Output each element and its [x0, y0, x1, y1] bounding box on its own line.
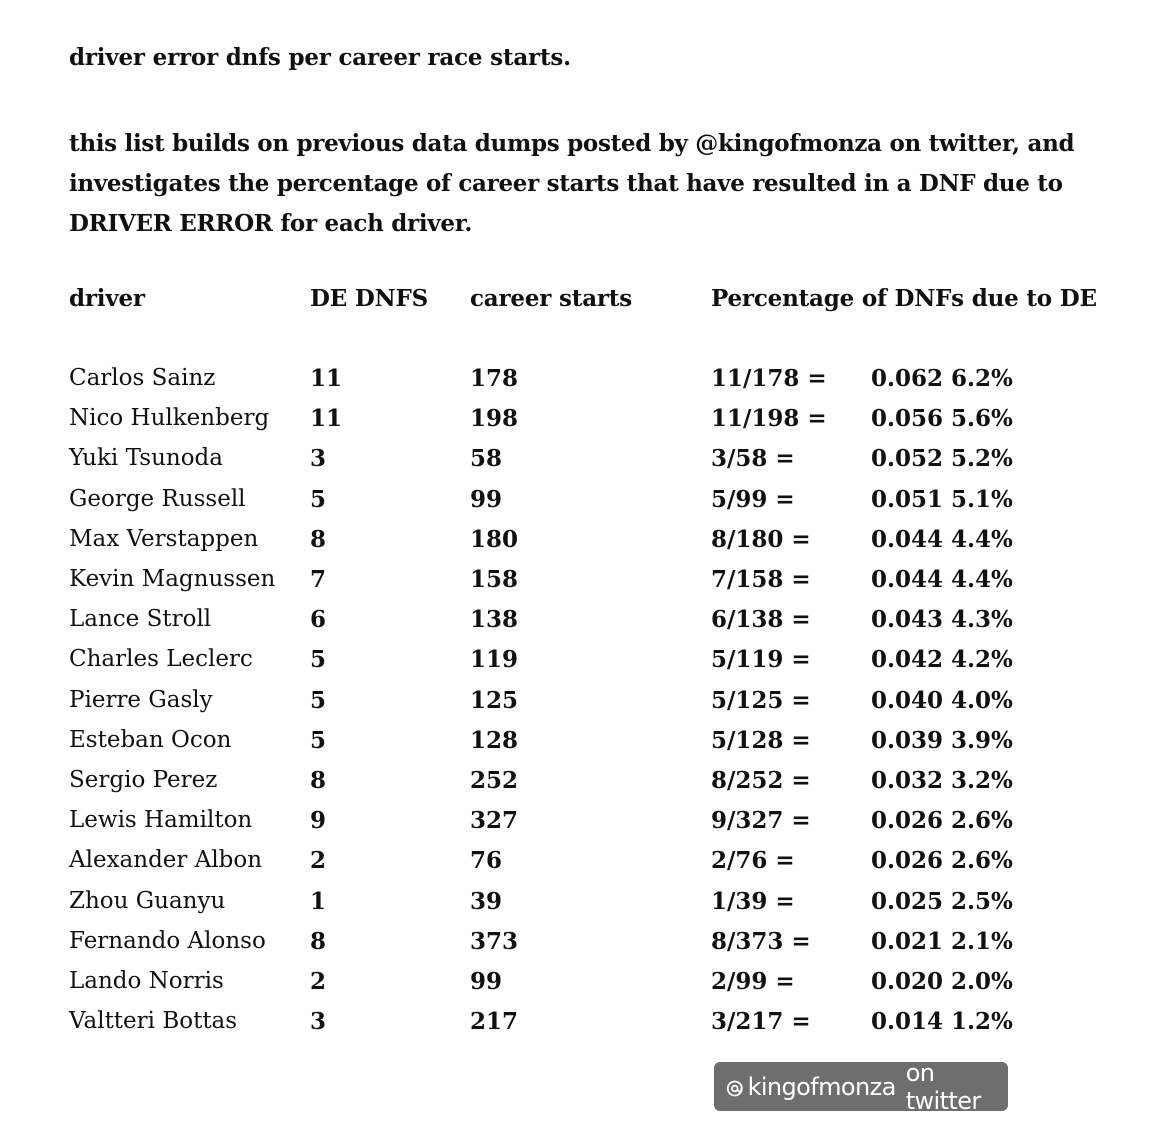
header-de-dnfs: DE DNFS [310, 285, 428, 312]
fraction-value: 5/125 = [711, 686, 811, 714]
de-dnfs-value: 3 [310, 1008, 327, 1036]
fraction-value: 3/58 = [711, 445, 795, 473]
de-dnfs-value: 8 [310, 767, 327, 794]
de-dnfs-value: 7 [310, 566, 327, 593]
percent-value: 5.1% [951, 485, 1013, 513]
de-dnfs-value: 5 [310, 485, 327, 513]
driver-name: Pierre Gasly [69, 686, 213, 713]
header-percentage: Percentage of DNFs due to DE [711, 285, 1097, 312]
decimal-value: 0.025 [871, 887, 944, 915]
de-dnfs-value: 3 [310, 445, 327, 473]
driver-name: Sergio Perez [69, 767, 218, 793]
decimal-value: 0.040 [871, 686, 944, 714]
fraction-value: 2/76 = [711, 847, 795, 875]
de-dnfs-value: 6 [310, 606, 327, 634]
fraction-value: 5/119 = [711, 646, 811, 674]
de-dnfs-value: 11 [310, 365, 343, 392]
title: driver error dnfs per career race starts. [69, 44, 571, 71]
percent-value: 3.2% [951, 767, 1013, 794]
driver-name: Lando Norris [69, 968, 224, 994]
percent-value: 4.0% [951, 686, 1013, 714]
table-row [0, 405, 1169, 445]
fraction-value: 1/39 = [711, 887, 795, 915]
at-sign-icon [726, 1079, 744, 1098]
career-starts-value: 252 [470, 767, 519, 794]
career-starts-value: 119 [470, 646, 519, 674]
de-dnfs-value: 1 [310, 887, 327, 915]
decimal-value: 0.044 [871, 566, 944, 593]
table-row [0, 727, 1169, 767]
decimal-value: 0.026 [871, 807, 944, 835]
percent-value: 4.4% [951, 525, 1013, 553]
fraction-value: 8/373 = [711, 927, 811, 955]
career-starts-value: 180 [470, 525, 519, 553]
percent-value: 1.2% [951, 1008, 1013, 1036]
career-starts-value: 125 [470, 686, 519, 714]
career-starts-value: 198 [470, 405, 519, 433]
decimal-value: 0.052 [871, 445, 944, 473]
percent-value: 2.5% [951, 887, 1013, 915]
career-starts-value: 158 [470, 566, 519, 593]
de-dnfs-value: 8 [310, 525, 327, 553]
header-career-starts: career starts [470, 285, 632, 312]
table-row [0, 928, 1169, 968]
header-driver: driver [69, 285, 145, 312]
decimal-value: 0.021 [871, 927, 944, 955]
decimal-value: 0.056 [871, 405, 944, 433]
table-row [0, 687, 1169, 727]
table-row [0, 365, 1169, 405]
fraction-value: 8/252 = [711, 767, 811, 794]
fraction-value: 6/138 = [711, 606, 811, 634]
fraction-value: 5/128 = [711, 726, 811, 754]
career-starts-value: 99 [470, 485, 503, 513]
driver-name: Nico Hulkenberg [69, 405, 270, 432]
fraction-value: 8/180 = [711, 525, 811, 553]
percent-value: 2.6% [951, 847, 1013, 875]
percent-value: 2.6% [951, 807, 1013, 835]
fraction-value: 3/217 = [711, 1008, 811, 1036]
percent-value: 4.3% [951, 606, 1013, 634]
table-row [0, 807, 1169, 847]
table-row [0, 888, 1169, 928]
driver-name: Lance Stroll [69, 606, 212, 633]
decimal-value: 0.020 [871, 968, 944, 995]
percent-value: 6.2% [951, 365, 1013, 392]
table-row [0, 646, 1169, 686]
table-row [0, 566, 1169, 606]
career-starts-value: 327 [470, 807, 519, 835]
driver-name: Valtteri Bottas [69, 1008, 238, 1035]
driver-name: Alexander Albon [69, 847, 263, 874]
table-row [0, 767, 1169, 807]
percent-value: 4.4% [951, 566, 1013, 593]
career-starts-value: 217 [470, 1008, 519, 1036]
driver-name: Fernando Alonso [69, 927, 266, 954]
fraction-value: 11/178 = [711, 365, 827, 392]
decimal-value: 0.044 [871, 525, 944, 553]
de-dnfs-value: 11 [310, 405, 343, 433]
driver-name: Esteban Ocon [69, 726, 232, 753]
percent-value: 3.9% [951, 726, 1013, 754]
percent-value: 5.2% [951, 445, 1013, 473]
decimal-value: 0.062 [871, 365, 944, 392]
decimal-value: 0.042 [871, 646, 944, 674]
career-starts-value: 58 [470, 445, 503, 473]
career-starts-value: 39 [470, 887, 503, 915]
driver-name: Kevin Magnussen [69, 566, 276, 592]
career-starts-value: 138 [470, 606, 519, 634]
decimal-value: 0.014 [871, 1008, 944, 1036]
de-dnfs-value: 5 [310, 726, 327, 754]
table-row [0, 847, 1169, 887]
decimal-value: 0.051 [871, 485, 944, 513]
decimal-value: 0.043 [871, 606, 944, 634]
career-starts-value: 178 [470, 365, 519, 392]
percent-value: 4.2% [951, 646, 1013, 674]
table-row [0, 526, 1169, 566]
driver-name: Zhou Guanyu [69, 887, 226, 914]
career-starts-value: 373 [470, 927, 519, 955]
fraction-value: 2/99 = [711, 968, 795, 995]
percent-value: 2.1% [951, 927, 1013, 955]
watermark-badge [714, 1058, 1008, 1115]
driver-name: Yuki Tsunoda [69, 445, 223, 472]
table-row [0, 445, 1169, 485]
fraction-value: 11/198 = [711, 405, 827, 433]
fraction-value: 5/99 = [711, 485, 795, 513]
driver-name: Lewis Hamilton [69, 807, 253, 834]
decimal-value: 0.026 [871, 847, 944, 875]
de-dnfs-value: 8 [310, 927, 327, 955]
career-starts-value: 128 [470, 726, 519, 754]
fraction-value: 7/158 = [711, 566, 811, 593]
table-row [0, 606, 1169, 646]
driver-name: George Russell [69, 485, 246, 512]
table-row [0, 486, 1169, 526]
watermark-handle: kingofmonza [747, 1072, 896, 1101]
de-dnfs-value: 2 [310, 968, 327, 995]
table-row [0, 1008, 1169, 1048]
percent-value: 5.6% [951, 405, 1013, 433]
de-dnfs-value: 9 [310, 807, 327, 835]
career-starts-value: 76 [470, 847, 503, 875]
de-dnfs-value: 5 [310, 646, 327, 674]
de-dnfs-value: 2 [310, 847, 327, 875]
decimal-value: 0.032 [871, 767, 944, 794]
de-dnfs-value: 5 [310, 686, 327, 714]
decimal-value: 0.039 [871, 726, 944, 754]
career-starts-value: 99 [470, 968, 503, 995]
percent-value: 2.0% [951, 968, 1013, 995]
driver-name: Charles Leclerc [69, 646, 253, 673]
watermark-suffix: on twitter [905, 1058, 981, 1115]
driver-name: Max Verstappen [69, 525, 259, 552]
fraction-value: 9/327 = [711, 807, 811, 835]
table-row [0, 968, 1169, 1008]
intro-paragraph: this list builds on previous data dumps posted by @kingofmonza on twitter, and investigates the percentage of career starts that have resulted in a DNF due to DRIVER ERROR for each driver. [69, 130, 1075, 237]
driver-name: Carlos Sainz [69, 365, 216, 391]
